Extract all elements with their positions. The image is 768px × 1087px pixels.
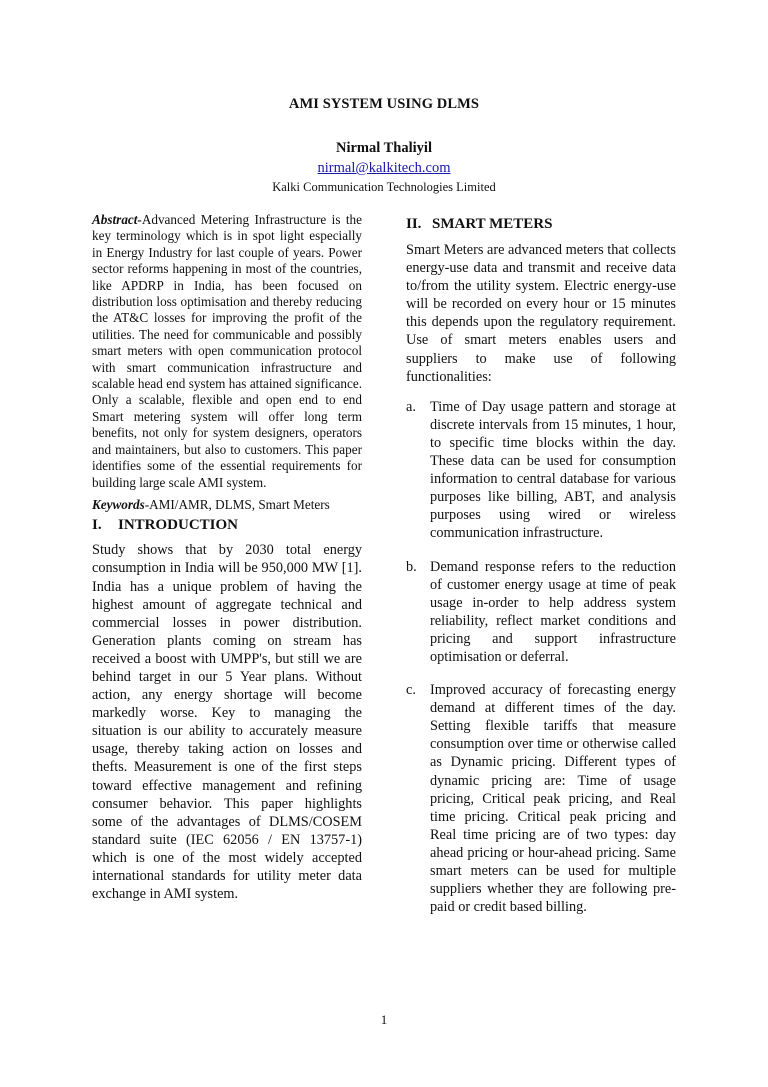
keywords-label: Keywords <box>92 496 145 512</box>
list-item-text: Time of Day usage pattern and storage at discrete intervals from 15 minutes, 1 hour, to specific time blocks within the day. These data can be used for consumption information to central database for various purposes like billing, ABT, and analysis purposes using wired or wireless communication infrastructure. <box>430 398 676 542</box>
page-number: 1 <box>380 1012 388 1027</box>
list-marker: b. <box>406 558 417 575</box>
smart-meters-intro: Smart Meters are advanced meters that collects energy-use data and transmit and receive data to/from the utility system. Electric energy-use will be recorded on every hour or 15 minutes this depends upon the regulatory requirement. Use of smart meters enables users and suppliers to make use of following functionalities: <box>406 242 676 385</box>
list-item-text: Improved accuracy of forecasting energy demand at different times of the day. Setting flexible tariffs that measure consumption over time or otherwise called as Dynamic pricing. Different types of dynamic pricing are: Time of usage pricing, Critical peak pricing, and Real time pricing. Critical peak pricing and Real time pricing are of two types: day ahead pricing or hour-ahead pricing. Same smart meters can be used for multiple suppliers whether they are following pre-paid or credit based billing. <box>430 682 676 916</box>
list-item-text: Demand response refers to the reduction of customer energy usage at time of peak usage in-order to help address system reliability, reflect market conditions and pricing and support infrastructure optimisation or deferral. <box>430 558 676 665</box>
left-column <box>92 212 362 903</box>
section-number: I. <box>92 517 102 534</box>
functionality-list <box>406 398 676 917</box>
abstract-text: Advanced Metering Infrastructure is the key terminology which is in spot light especially in Energy Industry for last couple of years. Power sector reforms happening in most of the countries, like APDRP in India, has been focused on distribution loss optimisation and thereby reducing the AT&C losses for improving the profit of the utilities. The need for communicable and possibly smart meters with open communication protocol with smart communication infrastructure and scalable head end system has attained significance. Only a scalable, flexible and open end to end Smart metering system will offer long term benefits, not only for system designers, operators and maintainers, but also to customers. This paper identifies some of the essential requirements for building large scale AMI system. <box>92 212 362 490</box>
right-column <box>406 216 676 931</box>
paper-title: AMI SYSTEM USING DLMS <box>288 96 480 112</box>
list-marker: a. <box>406 398 416 415</box>
author-email-link[interactable]: nirmal@kalkitech.com <box>317 160 451 176</box>
introduction-heading <box>92 517 362 534</box>
section-number: II. <box>406 216 422 232</box>
abstract <box>92 212 362 491</box>
list-item <box>406 398 676 543</box>
author-affiliation: Kalki Communication Technologies Limited <box>272 180 496 194</box>
list-item <box>406 558 676 667</box>
keywords-text: -AMI/AMR, DLMS, Smart Meters <box>144 496 330 512</box>
introduction-body: Study shows that by 2030 total energy consumption in India will be 950,000 MW [1]. India has a unique problem of having the highest amount of aggregate technical and commercial losses in power distribution. Generation plants coming on stream has received a boost with UMPP's, but still we are behind target in our 5 Year plans. Without action, any energy shortage will become markedly worse. Key to managing the situation is our ability to accurately measure usage, thereby taking action on losses and thefts. Measurement is one of the first steps toward effective management and refining consumer behavior. This paper highlights some of the advantages of DLMS/COSEM standard suite (IEC 62056 / EN 13757-1) which is one of the most widely accepted international standards for utility meter data exchange in AMI system. <box>92 542 362 903</box>
list-marker: c. <box>406 682 416 699</box>
section-title: INTRODUCTION <box>118 517 239 534</box>
section-title: SMART METERS <box>432 216 553 232</box>
author-name: Nirmal Thaliyil <box>335 140 432 156</box>
abstract-label: Abstract- <box>92 212 142 227</box>
keywords <box>92 497 362 513</box>
list-item <box>406 681 676 916</box>
smart-meters-heading <box>406 216 676 233</box>
